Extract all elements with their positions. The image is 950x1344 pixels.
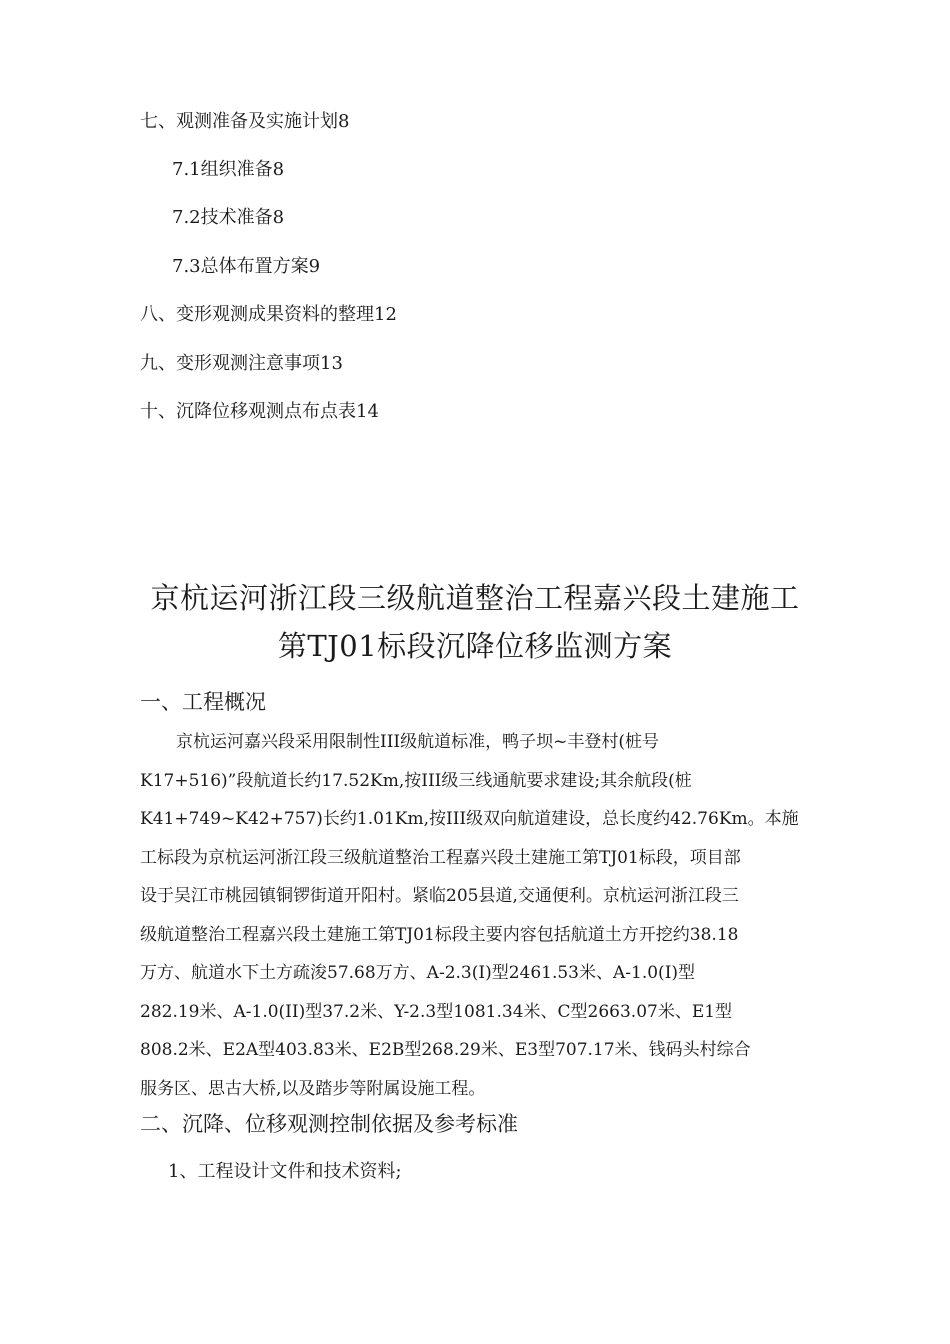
section-heading-overview: 一、工程概况 [140, 690, 266, 714]
toc-entry-7-2: 7.2技术准备8 [172, 207, 285, 228]
paragraph-line: 设于吴江市桃园镇铜锣街道开阳村。紧临205县道,交通便利。京杭运河浙江段三 [140, 886, 739, 906]
paragraph-line: K17+516)”段航道长约17.52Km,按III级三线通航要求建设;其余航段(桩 [140, 770, 692, 791]
basis-list-item-1: 1、工程设计文件和技术资料; [168, 1161, 402, 1182]
paragraph-line: 万方、航道水下土方疏浚57.68万方、A-2.3(I)型2461.53米、A-1.0(I)型 [140, 963, 696, 983]
toc-entry-chapter-10: 十、沉降位移观测点布点表14 [140, 401, 379, 422]
paragraph-line: 工标段为京杭运河浙江段三级航道整治工程嘉兴段土建施工第TJ01标段，项目部 [140, 847, 741, 868]
section-heading-basis: 二、沉降、位移观测控制依据及参考标准 [140, 1112, 518, 1136]
paragraph-line: K41+749~K42+757)长约1.01Km,按III级双向航道建设，总长度约42.76Km。本施 [140, 809, 799, 829]
toc-entry-chapter-9: 九、变形观测注意事项13 [140, 353, 343, 374]
toc-entry-7-3: 7.3总体布置方案9 [172, 256, 321, 277]
paragraph-line: 808.2米、E2A型403.83米、E2B型268.29米、E3型707.17米、钱码头村综合 [140, 1040, 751, 1060]
toc-entry-chapter-8: 八、变形观测成果资料的整理12 [140, 304, 397, 325]
paragraph-line: 282.19米、A-1.0(II)型37.2米、Y-2.3型1081.34米、C型2663.07米、E1型 [140, 1001, 733, 1022]
toc-entry-7-1: 7.1组织准备8 [172, 159, 285, 180]
document-title-line-2: 第TJ01标段沉降位移监测方案 [277, 629, 673, 663]
paragraph-line: 京杭运河嘉兴段采用限制性III级航道标准，鸭子坝~丰登村(桩号 [176, 732, 660, 752]
overview-paragraph [140, 727, 820, 1112]
paragraph-line: 级航道整治工程嘉兴段土建施工第TJ01标段主要内容包括航道土方开挖约38.18 [140, 924, 739, 945]
paragraph-line: 服务区、思古大桥,以及踏步等附属设施工程。 [140, 1078, 486, 1099]
toc-entry-chapter-7: 七、观测准备及实施计划8 [140, 111, 350, 132]
document-title-line-1: 京杭运河浙江段三级航道整治工程嘉兴段土建施工 [150, 581, 800, 615]
